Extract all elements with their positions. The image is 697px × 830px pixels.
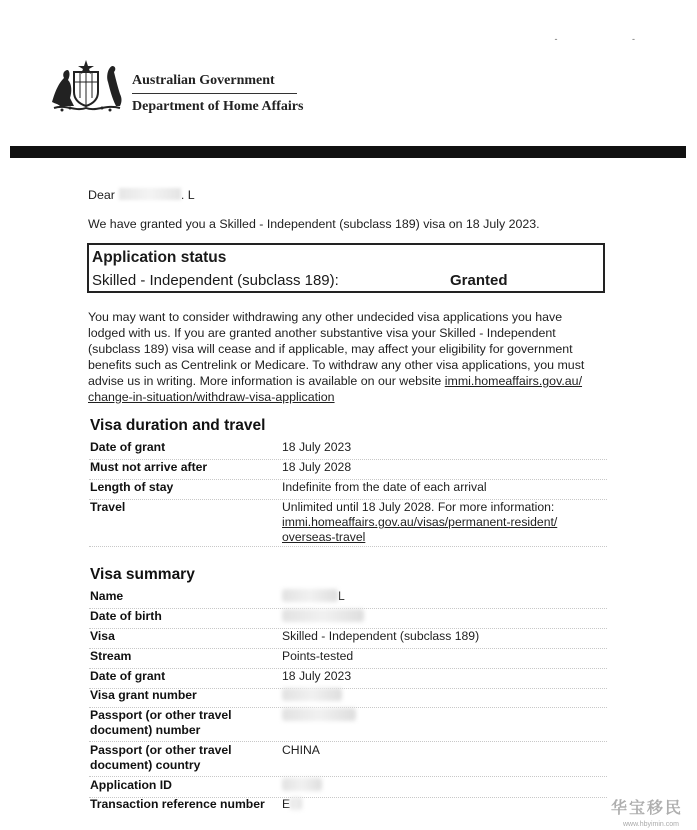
table-row: [89, 797, 607, 816]
salutation: [88, 187, 195, 203]
status-heading: Application status: [92, 249, 227, 266]
duration-section-title: Visa duration and travel: [90, 417, 266, 434]
redacted-value: [282, 778, 322, 791]
row-label: Passport (or other travel document) number: [90, 708, 232, 737]
row-label: Visa: [90, 629, 115, 643]
overseas-travel-link[interactable]: immi.homeaffairs.gov.au/visas/permanent-resident/ overseas-travel: [282, 515, 558, 544]
row-label: Date of grant: [90, 440, 166, 454]
row-value: CHINA: [282, 743, 320, 757]
salutation-text: Dear: [88, 188, 115, 202]
table-row: [89, 778, 607, 798]
row-label: Travel: [90, 500, 126, 514]
row-label: Transaction reference number: [90, 797, 265, 811]
row-value: 18 July 2023: [282, 669, 352, 683]
table-row: [89, 460, 607, 480]
redacted-name: [119, 188, 181, 200]
table-row: [89, 743, 607, 777]
withdrawal-paragraph: [88, 309, 600, 405]
table-row: [89, 609, 607, 629]
status-badge: Granted: [450, 272, 508, 289]
row-value: Skilled - Independent (subclass 189): [282, 629, 480, 643]
table-row: [89, 649, 607, 669]
row-label: Stream: [90, 649, 132, 663]
grant-sentence: We have granted you a Skilled - Independent (subclass 189) visa on 18 July 2023.: [88, 217, 540, 231]
redacted-value: [282, 589, 338, 602]
reference-prefix: E: [282, 797, 291, 811]
row-label: Visa grant number: [90, 688, 197, 702]
row-value: [282, 708, 600, 725]
row-value: Indefinite from the date of each arrival: [282, 480, 487, 494]
row-value: [282, 797, 600, 812]
table-row: [89, 589, 607, 609]
watermark-url: www.hbyimin.com: [622, 821, 679, 828]
corner-marks: - -: [554, 34, 671, 44]
row-label: Must not arrive after: [90, 460, 208, 474]
row-value: [282, 589, 600, 604]
application-status-box: [87, 243, 605, 293]
row-label: Name: [90, 589, 124, 603]
row-value: 18 July 2028: [282, 460, 352, 474]
table-row: [89, 480, 607, 500]
travel-text: Unlimited until 18 July 2028. For more information:: [282, 500, 555, 514]
coat-of-arms-logo: [46, 58, 126, 114]
salutation-tail: . L: [180, 188, 195, 202]
row-label: Application ID: [90, 778, 172, 792]
redacted-value: [282, 688, 342, 701]
paragraph-text: You may want to consider withdrawing any other undecided visa applications you have lodged with us. If you are granted another substantive visa your Skilled - Independent (subclass 189) visa will cease and if applicable, may affect your eligibility for government benefits such as Centrelink or Medicare. To withdraw any other visa applications, you must advise us in writing. More information is available on our website: [88, 310, 585, 388]
withdraw-visa-link[interactable]: immi.homeaffairs.gov.au/ change-in-situation/withdraw-visa-application: [88, 374, 583, 404]
status-visa-name: Skilled - Independent (subclass 189):: [92, 272, 339, 289]
government-name: Australian Government: [132, 73, 275, 88]
name-tail: L: [338, 589, 345, 603]
table-row: [89, 669, 607, 689]
row-value: 18 July 2023: [282, 440, 352, 454]
redacted-value: [282, 708, 356, 721]
row-value: [282, 500, 600, 545]
watermark: 华宝移民: [610, 800, 683, 817]
row-value: Points-tested: [282, 649, 354, 663]
row-value: [282, 688, 600, 705]
redacted-value: [282, 609, 364, 622]
row-label: Date of grant: [90, 669, 166, 683]
table-row: [89, 629, 607, 649]
header-banner: [10, 146, 686, 158]
row-label: Date of birth: [90, 609, 162, 623]
header-divider: [132, 93, 297, 94]
row-label: Length of stay: [90, 480, 174, 494]
table-row: [89, 440, 607, 460]
summary-section-title: Visa summary: [90, 566, 195, 583]
row-label: Passport (or other travel document) country: [90, 743, 232, 772]
table-row: [89, 708, 607, 742]
table-row: [89, 500, 607, 547]
table-row: [89, 688, 607, 708]
department-name: Department of Home Affairs: [132, 99, 304, 114]
row-value: [282, 609, 600, 626]
row-value: [282, 778, 600, 795]
redacted-value: [290, 797, 302, 810]
